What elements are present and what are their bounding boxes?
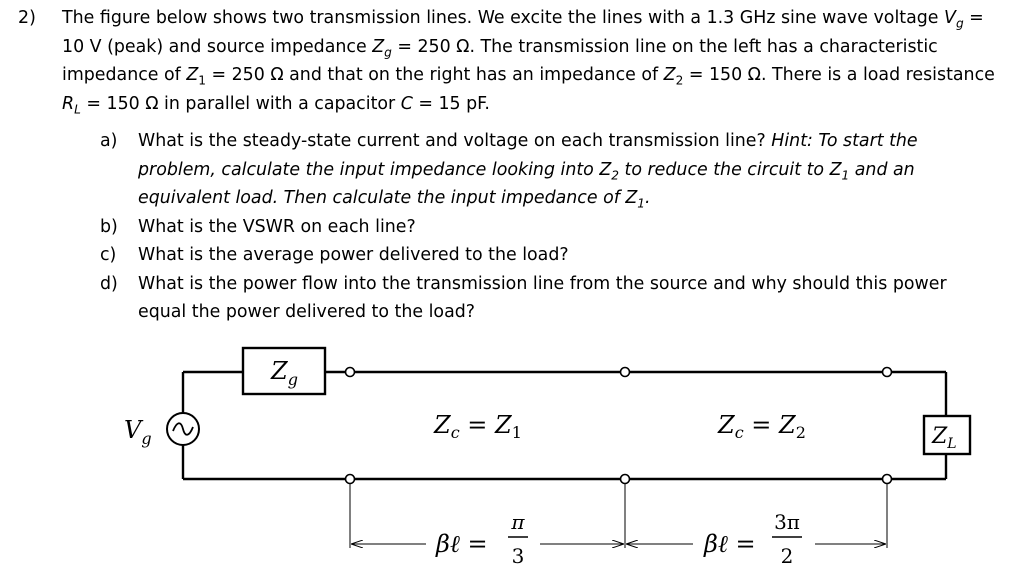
hint-sub-2: 1: [841, 167, 850, 182]
terminal-1-top: [346, 368, 355, 377]
line1-label: $Z_c = Z_1$: [434, 411, 522, 442]
vg-subscript: g: [955, 16, 964, 31]
z2-symbol: Z: [663, 65, 676, 85]
load-label: $Z_L$: [932, 424, 957, 452]
length1-lhs: βℓ =: [436, 530, 488, 558]
length2-denominator: 2: [780, 544, 794, 568]
terminal-3-bottom: [883, 475, 892, 484]
intro-text-7: = 15 pF.: [412, 93, 490, 114]
part-c-text: What is the average power delivered to the load?: [138, 245, 569, 265]
vg-label: $V_g$: [124, 416, 152, 448]
zg-symbol: Z: [372, 36, 385, 57]
intro-text-4: = 250 Ω and that on the right has an impedance of: [205, 65, 664, 85]
intro-text-1: The figure below shows two transmission lines. We excite the lines with a 1.3 GHz sine wave voltage: [62, 8, 945, 28]
ac-source-icon: [167, 413, 199, 445]
part-a-question: What is the steady-state current and voltage on each transmission line?: [138, 131, 772, 151]
terminal-2-bottom: [621, 475, 630, 484]
intro-text-5: = 150 Ω. There is a load resistance: [683, 65, 995, 85]
part-d-label: d): [100, 273, 118, 294]
rl-subscript: L: [74, 101, 81, 116]
intro-text-3: = 250 Ω. The transmission line on the left has a characteristic impedance of: [62, 36, 938, 85]
intro-text-6: = 150 Ω in parallel with a capacitor: [80, 93, 401, 114]
line2-label: $Z_c = Z_2$: [718, 411, 806, 442]
part-d-text: What is the power flow into the transmission line from the source and why should this power equal the power delivered to the load?: [138, 273, 947, 322]
hint-text-1: Hint: To start the problem, calculate the input impedance looking into Z: [138, 131, 918, 180]
zg-label: $Z_g$: [271, 357, 298, 389]
intro-text-2: = 10 V (peak) and source impedance: [62, 8, 984, 57]
length2-numerator: 3π: [774, 510, 800, 534]
length1-denominator: 3: [511, 544, 525, 568]
hint-text-3: and an equivalent load. Then calculate the input impedance of Z: [138, 159, 915, 208]
part-c-label: c): [100, 245, 117, 265]
rl-symbol: R: [62, 93, 75, 114]
zg-subscript: g: [384, 44, 392, 59]
z1-subscript: 1: [198, 73, 206, 88]
z1-symbol: Z: [186, 65, 199, 85]
part-b-text: What is the VSWR on each line?: [138, 216, 416, 237]
part-b-label: b): [100, 216, 118, 237]
length1-numerator: π: [511, 510, 525, 534]
terminal-3-top: [883, 368, 892, 377]
terminal-2-top: [621, 368, 630, 377]
hint-text-4: .: [645, 188, 651, 208]
length2-lhs: βℓ =: [704, 530, 756, 558]
problem-number: 2): [18, 8, 36, 28]
hint-sub-3: 1: [637, 196, 646, 211]
hint-text-2: to reduce the circuit to Z: [619, 159, 842, 180]
part-a-label: a): [100, 131, 118, 151]
vg-symbol: V: [944, 8, 956, 28]
hint-sub-1: 2: [611, 167, 620, 182]
terminal-1-bottom: [346, 475, 355, 484]
z2-subscript: 2: [675, 73, 684, 88]
c-symbol: C: [400, 93, 413, 114]
